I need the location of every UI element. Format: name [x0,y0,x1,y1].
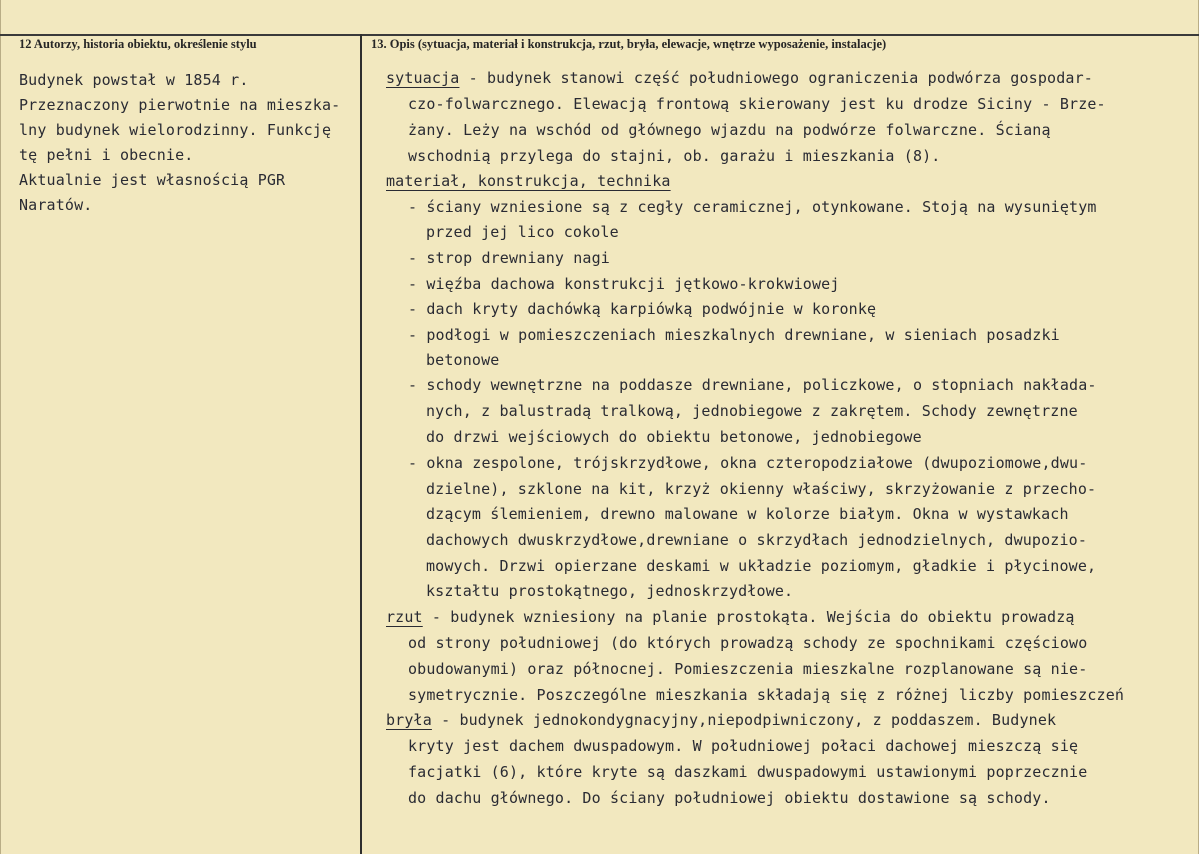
material-line: - okna zespolone, trójskrzydłowe, okna czteropodziałowe (dwupoziomowe,dwu- [408,454,1088,472]
rzut-line: od strony południowej (do których prowadzą schody ze spochnikami częściowo [408,634,1088,652]
section-12-header: 12 Autorzy, historia obiektu, określenie stylu [19,37,257,51]
history-line: Aktualnie jest własnością PGR [19,171,286,189]
material-line: - schody wewnętrzne na poddasze drewniane, policzkowe, o stopniach nakłada- [408,376,1097,394]
rzut-text: - budynek wzniesiony na planie prostokąta. Wejścia do obiektu prowadzą [422,608,1075,626]
history-line: Przeznaczony pierwotnie na mieszka- [19,96,341,114]
material-heading: materiał, konstrukcja, technika [386,172,671,190]
material-line: - podłogi w pomieszczeniach mieszkalnych drewniane, w sieniach posadzki [408,326,1060,344]
material-line: - więźba dachowa konstrukcji jętkowo-krokwiowej [408,275,840,293]
history-line: Naratów. [19,196,93,214]
sytuacja-first-line [386,68,1093,88]
material-line: do drzwi wejściowych do obiektu betonowe, jednobiegowe [426,428,922,446]
section-13-header: 13. Opis (sytuacja, materiał i konstrukcja, rzut, bryła, elewacje, wnętrze wyposażenie, instalacje) [371,37,887,51]
material-line: kształtu prostokątnego, jednoskrzydłowe. [426,582,794,600]
material-line: dzącym ślemieniem, drewno malowane w kolorze białym. Okna w wystawkach [426,505,1069,523]
sytuacja-line: żany. Leży na wschód od głównego wjazdu na podwórze folwarczne. Ścianą [408,121,1051,139]
history-line: Budynek powstał w 1854 r. [19,71,249,89]
history-line: lny budynek wielorodzinny. Funkcję [19,121,332,139]
material-line: dachowych dwuskrzydłowe,drewniane o skrzydłach jednodzielnych, dwupozio- [426,531,1088,549]
bryla-line: kryty jest dachem dwuspadowym. W południowej połaci dachowej mieszczą się [408,737,1079,755]
rzut-line: symetrycznie. Poszczególne mieszkania składają się z różnej liczby pomieszczeń [408,686,1125,704]
header-rule [0,34,1199,36]
sytuacja-heading: sytuacja [386,69,460,87]
material-line: - ściany wzniesione są z cegły ceramicznej, otynkowane. Stoją na wysuniętym [408,198,1097,216]
material-line: betonowe [426,351,500,369]
bryla-line: facjatki (6), które kryte są daszkami dwuspadowymi ustawionymi poprzecznie [408,763,1088,781]
material-line: - strop drewniany nagi [408,249,610,267]
history-line: tę pełni i obecnie. [19,146,194,164]
material-line: nych, z balustradą tralkową, jednobiegowe z zakrętem. Schody zewnętrzne [426,402,1078,420]
material-line: - dach kryty dachówką karpiówką podwójnie w koronkę [408,300,877,318]
sytuacja-text: - budynek stanowi część południowego ograniczenia podwórza gospodar- [459,69,1093,87]
rzut-heading: rzut [386,608,423,626]
page-edge-left [0,0,1,854]
rzut-line: obudowanymi) oraz północnej. Pomieszczenia mieszkalne rozplanowane są nie- [408,660,1088,678]
bryla-text: - budynek jednokondygnacyjny,niepodpiwniczony, z poddaszem. Budynek [431,711,1057,729]
bryla-heading: bryła [386,711,432,729]
sytuacja-line: wschodnią przylega do stajni, ob. garażu i mieszkania (8). [408,147,941,165]
bryla-first-line [386,710,1056,730]
material-line: dzielne), szklone na kit, krzyż okienny właściwy, skrzyżowanie z przecho- [426,480,1097,498]
material-line: mowych. Drzwi opierzane deskami w układzie poziomym, gładkie i płycinowe, [426,557,1097,575]
material-line: przed jej lico cokole [426,223,619,241]
column-divider [360,34,362,854]
rzut-first-line [386,607,1075,627]
bryla-line: do dachu głównego. Do ściany południowej obiektu dostawione są schody. [408,789,1051,807]
sytuacja-line: czo-folwarcznego. Elewacją frontową skierowany jest ku drodze Siciny - Brze- [408,95,1106,113]
